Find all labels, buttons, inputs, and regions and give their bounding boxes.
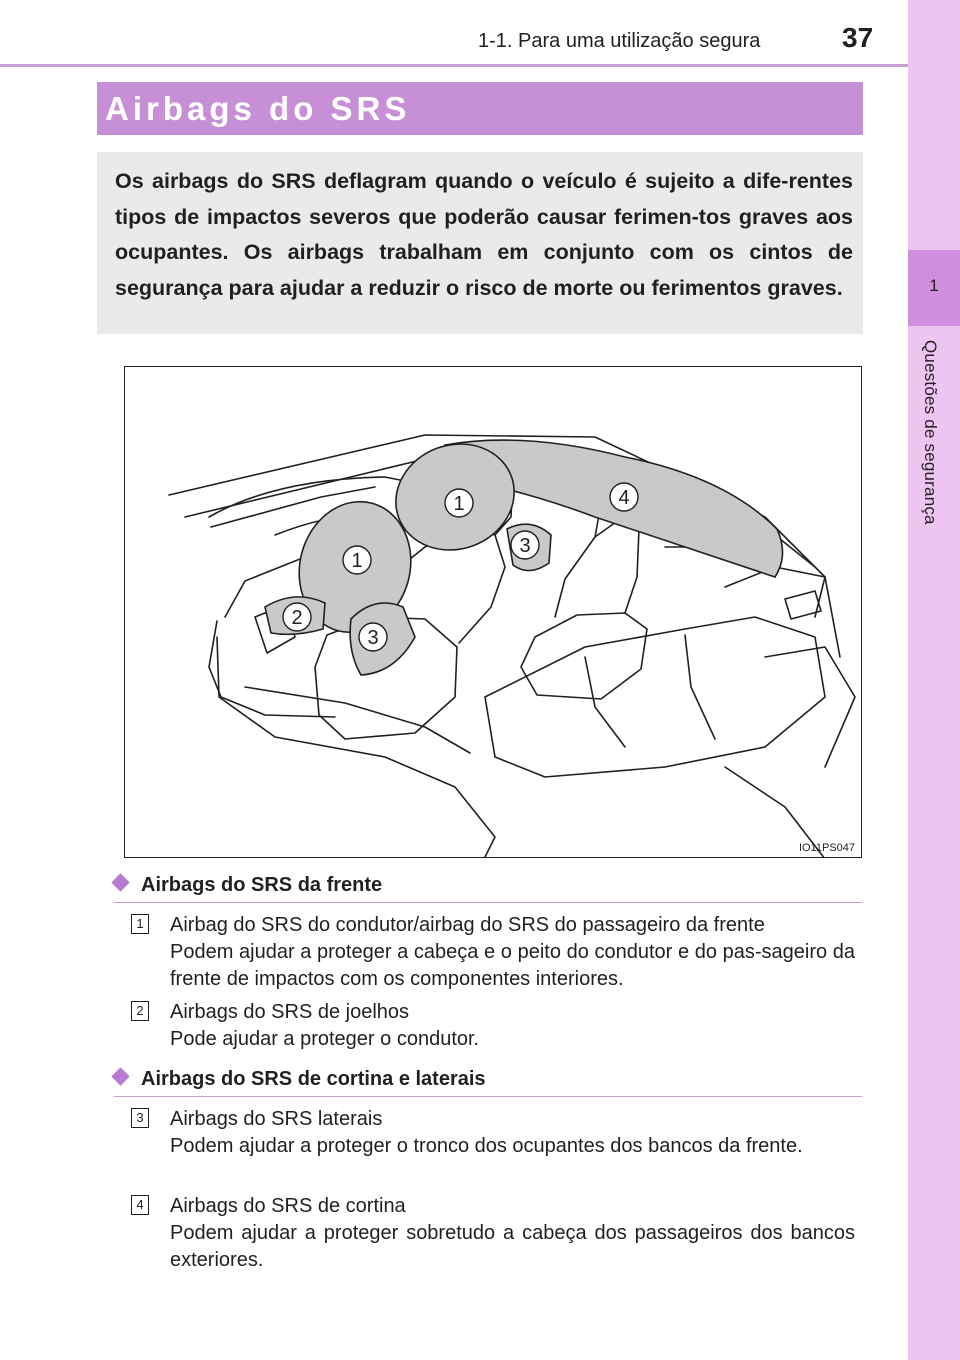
callout-3-driver-side: 3	[367, 627, 379, 649]
intro-box	[97, 152, 863, 334]
subsection-heading-front	[114, 874, 382, 897]
chapter-number: 1	[929, 276, 939, 295]
item-description: Pode ajudar a proteger o condutor.	[170, 1028, 480, 1050]
callout-1-passenger: 1	[453, 493, 465, 515]
running-header-section: 1-1. Para uma utilização segura	[478, 30, 761, 52]
list-item	[131, 1193, 855, 1274]
item-title: Airbags do SRS de cortina	[170, 1195, 406, 1217]
item-description: Podem ajudar a proteger sobretudo a cabeça dos passageiros dos bancos exteriores.	[170, 1222, 855, 1271]
list-item	[131, 1106, 855, 1160]
callout-2-knee: 2	[291, 607, 303, 629]
subsection-heading-text: Airbags do SRS de cortina e laterais	[141, 1068, 486, 1090]
item-number-box: 3	[131, 1108, 149, 1128]
item-description: Podem ajudar a proteger a cabeça e o peito do condutor e do pas-sageiro da frente de impactos com os componentes interiores.	[170, 941, 855, 990]
airbag-illustration	[124, 366, 862, 858]
subsection-rule	[114, 902, 862, 903]
item-description: Podem ajudar a proteger o tronco dos ocupantes dos bancos da frente.	[170, 1135, 803, 1157]
section-title: Airbags do SRS	[105, 90, 411, 127]
diamond-bullet-icon	[111, 1067, 129, 1085]
subsection-heading-curtain-side	[114, 1068, 486, 1091]
item-title: Airbags do SRS laterais	[170, 1108, 383, 1130]
chapter-number-box	[908, 250, 960, 326]
callout-4-curtain: 4	[618, 487, 630, 509]
chapter-side-tab	[908, 0, 960, 1360]
list-item	[131, 999, 855, 1053]
subsection-heading-text: Airbags do SRS da frente	[141, 874, 383, 896]
diamond-bullet-icon	[111, 873, 129, 891]
item-title: Airbags do SRS de joelhos	[170, 1001, 410, 1023]
page-number: 37	[842, 22, 874, 53]
subsection-rule	[114, 1096, 862, 1097]
item-number-box: 1	[131, 914, 149, 934]
header-rule	[0, 64, 908, 67]
section-title-bar	[97, 82, 863, 135]
callout-3-passenger-side: 3	[519, 535, 531, 557]
item-title: Airbag do SRS do condutor/airbag do SRS do passageiro da frente	[170, 914, 765, 936]
item-number-box: 2	[131, 1001, 149, 1021]
chapter-title: Questões de segurança	[921, 340, 940, 525]
item-number-box: 4	[131, 1195, 149, 1215]
figure-code: IO11PS047	[798, 842, 855, 854]
list-item	[131, 912, 855, 993]
intro-text: Os airbags do SRS deflagram quando o veículo é sujeito a dife-rentes tipos de impactos severos que poderão causar ferimen-tos graves aos ocupantes. Os airbags trabalham em conjunto com os cintos de segurança para ajudar a reduzir o risco de morte ou ferimentos graves.	[115, 169, 853, 300]
car-interior-drawing	[125, 367, 862, 858]
callout-1-driver: 1	[351, 550, 363, 572]
